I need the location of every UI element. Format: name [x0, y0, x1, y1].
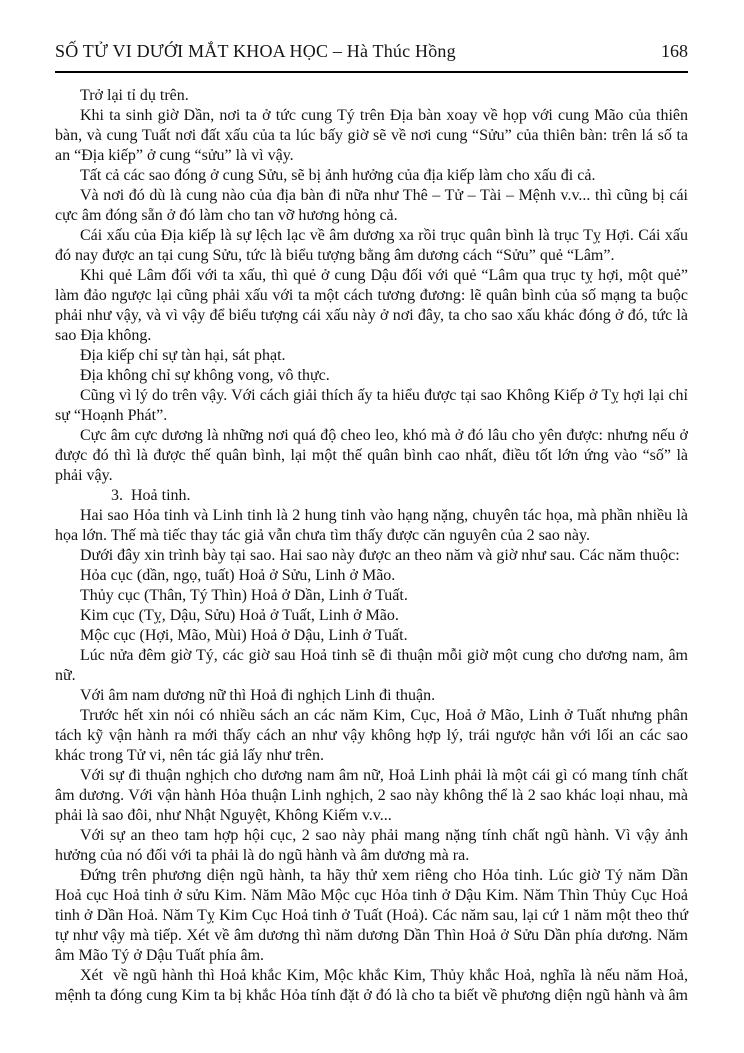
paragraph: Khi ta sinh giờ Dần, nơi ta ở tức cung Tý trên Địa bàn xoay về họp với cung Mão của thiên bàn, và cung Tuất nơi đất xấu của ta lúc bấy giờ sẽ về nơi cung “Sửu” của thiên bàn: trên lá số ta an “Địa kiếp” ở cung “sửu” là vì vậy.	[55, 107, 688, 164]
paragraph: Dưới đây xin trình bày tại sao. Hai sao này được an theo năm và giờ như sau. Các năm thuộc:	[80, 547, 680, 564]
paragraph: Với sự an theo tam hợp hội cục, 2 sao này phải mang nặng tính chất ngũ hành. Vì vậy ảnh hưởng của nó đối với ta phải là do ngũ hành và âm dương mà ra.	[55, 827, 688, 864]
paragraph: Cực âm cực dương là những nơi quá độ cheo leo, khó mà ở đó lâu cho yên được: nhưng nếu ở được đó thì là được thế quân bình, lại một thế quân bình cao nhất, điều tốt lớn ứng vào “số” là phải vậy.	[55, 427, 688, 484]
paragraph: Địa không chỉ sự không vong, vô thực.	[80, 367, 330, 384]
paragraph: Hỏa cục (dần, ngọ, tuất) Hoả ở Sửu, Linh ở Mão.	[80, 567, 396, 584]
paragraph: Tất cả các sao đóng ở cung Sửu, sẽ bị ảnh hưởng của địa kiếp làm cho xấu đi cả.	[80, 167, 596, 184]
paragraph: Cái xấu của Địa kiếp là sự lệch lạc về âm dương xa rồi trục quân bình là trục Tỵ Hợi. Cái xấu đó nay được an tại cung Sửu, tức là biểu tượng bằng âm dương cách “Sửu” quẻ “Lâm”.	[55, 227, 688, 264]
paragraph: Địa kiếp chỉ sự tàn hại, sát phạt.	[80, 347, 286, 364]
paragraph: Với sự đi thuận nghịch cho dương nam âm nữ, Hoả Linh phải là một cái gì có mang tính chất âm dương. Với vận hành Hỏa thuận Linh nghịch, 2 sao này không thể là 2 sao khác loại nhau, mà phải là sao đôi, như Nhật Nguyệt, Không Kiếm v.v...	[55, 767, 688, 824]
page-body	[55, 86, 688, 1006]
paragraph: Với âm nam dương nữ thì Hoả đi nghịch Linh đi thuận.	[80, 687, 436, 704]
paragraph: Và nơi đó dù là cung nào của địa bàn đi nữa như Thê – Tử – Tài – Mệnh v.v... thì cũng bị cái cực âm đóng sẵn ở đó làm cho tan vỡ hương hỏng cả.	[55, 187, 688, 224]
section-heading: 3. Hoả tinh.	[111, 487, 191, 504]
paragraph: Khi quẻ Lâm đối với ta xấu, thì quẻ ở cung Dậu đối với quẻ “Lâm qua trục tỵ hợi, một quẻ” làm đảo ngược lại cũng phải xấu với ta một cách tương đương: lẽ quân bình của số mạng ta buộc phải như vậy, và vì vậy để biểu tượng cái xấu này ở nơi đây, ta cho sao xấu khác đóng ở đó, tức là sao Địa không.	[55, 267, 688, 344]
paragraph: Hai sao Hỏa tinh và Linh tinh là 2 hung tinh vào hạng nặng, chuyên tác họa, mà phần nhiều là họa lớn. Thế mà tiếc thay tác giả vẫn chưa tìm thấy được căn nguyên của 2 sao này.	[55, 507, 688, 544]
running-title: SỐ TỬ VI DƯỚI MẮT KHOA HỌC – Hà Thúc Hồng	[55, 41, 456, 61]
paragraph: Lúc nửa đêm giờ Tý, các giờ sau Hoả tinh sẽ đi thuận mỗi giờ một cung cho dương nam, âm nữ.	[55, 647, 688, 684]
page-header	[55, 40, 688, 73]
page-number: 168	[661, 41, 688, 61]
paragraph: Trước hết xin nói có nhiều sách an các năm Kim, Cục, Hoả ở Mão, Linh ở Tuất nhưng phân tách kỹ vận hành ra mới thấy cách an như vậy không hợp lý, trái ngược hẳn với lối an các sao khác trong Tử vi, nên tác giả lấy như trên.	[55, 707, 688, 764]
paragraph: Trở lại tỉ dụ trên.	[80, 87, 189, 104]
paragraph: Cũng vì lý do trên vậy. Với cách giải thích ấy ta hiểu được tại sao Không Kiếp ở Tỵ hợi lại chỉ sự “Hoạnh Phát”.	[55, 387, 688, 424]
paragraph: Đứng trên phương diện ngũ hành, ta hãy thử xem riêng cho Hỏa tinh. Lúc giờ Tý năm Dần Hoả cục Hoả tinh ở sửu Kim. Năm Mão Mộc cục Hỏa tinh ở Dậu Kim. Năm Thìn Thủy Cục Hoả tinh ở Dần Hoả. Năm Tỵ Kim Cục Hoả tinh ở Tuất (Hoả). Các năm sau, lại cứ 1 năm một theo thứ tự như vậy mà tiếp. Xét về âm dương thì năm dương Dần Thìn Hoả ở Sửu Dần phía dương. Năm âm Mão Tý ở Dậu Tuất phía âm.	[55, 867, 688, 964]
paragraph: Kim cục (Tỵ, Dậu, Sửu) Hoả ở Tuất, Linh ở Mão.	[80, 607, 399, 624]
paragraph: Xét về ngũ hành thì Hoả khắc Kim, Mộc khắc Kim, Thủy khắc Hoả, nghĩa là nếu năm Hoả, mệnh ta đóng cung Kim ta bị khắc Hỏa tính đặt ở đó là cho ta biết về phương diện ngũ hành và âm	[55, 967, 688, 1004]
paragraph: Thủy cục (Thân, Tý Thìn) Hoả ở Dần, Linh ở Tuất.	[80, 587, 408, 604]
paragraph: Mộc cục (Hợi, Mão, Mùi) Hoả ở Dậu, Linh ở Tuất.	[80, 627, 408, 644]
